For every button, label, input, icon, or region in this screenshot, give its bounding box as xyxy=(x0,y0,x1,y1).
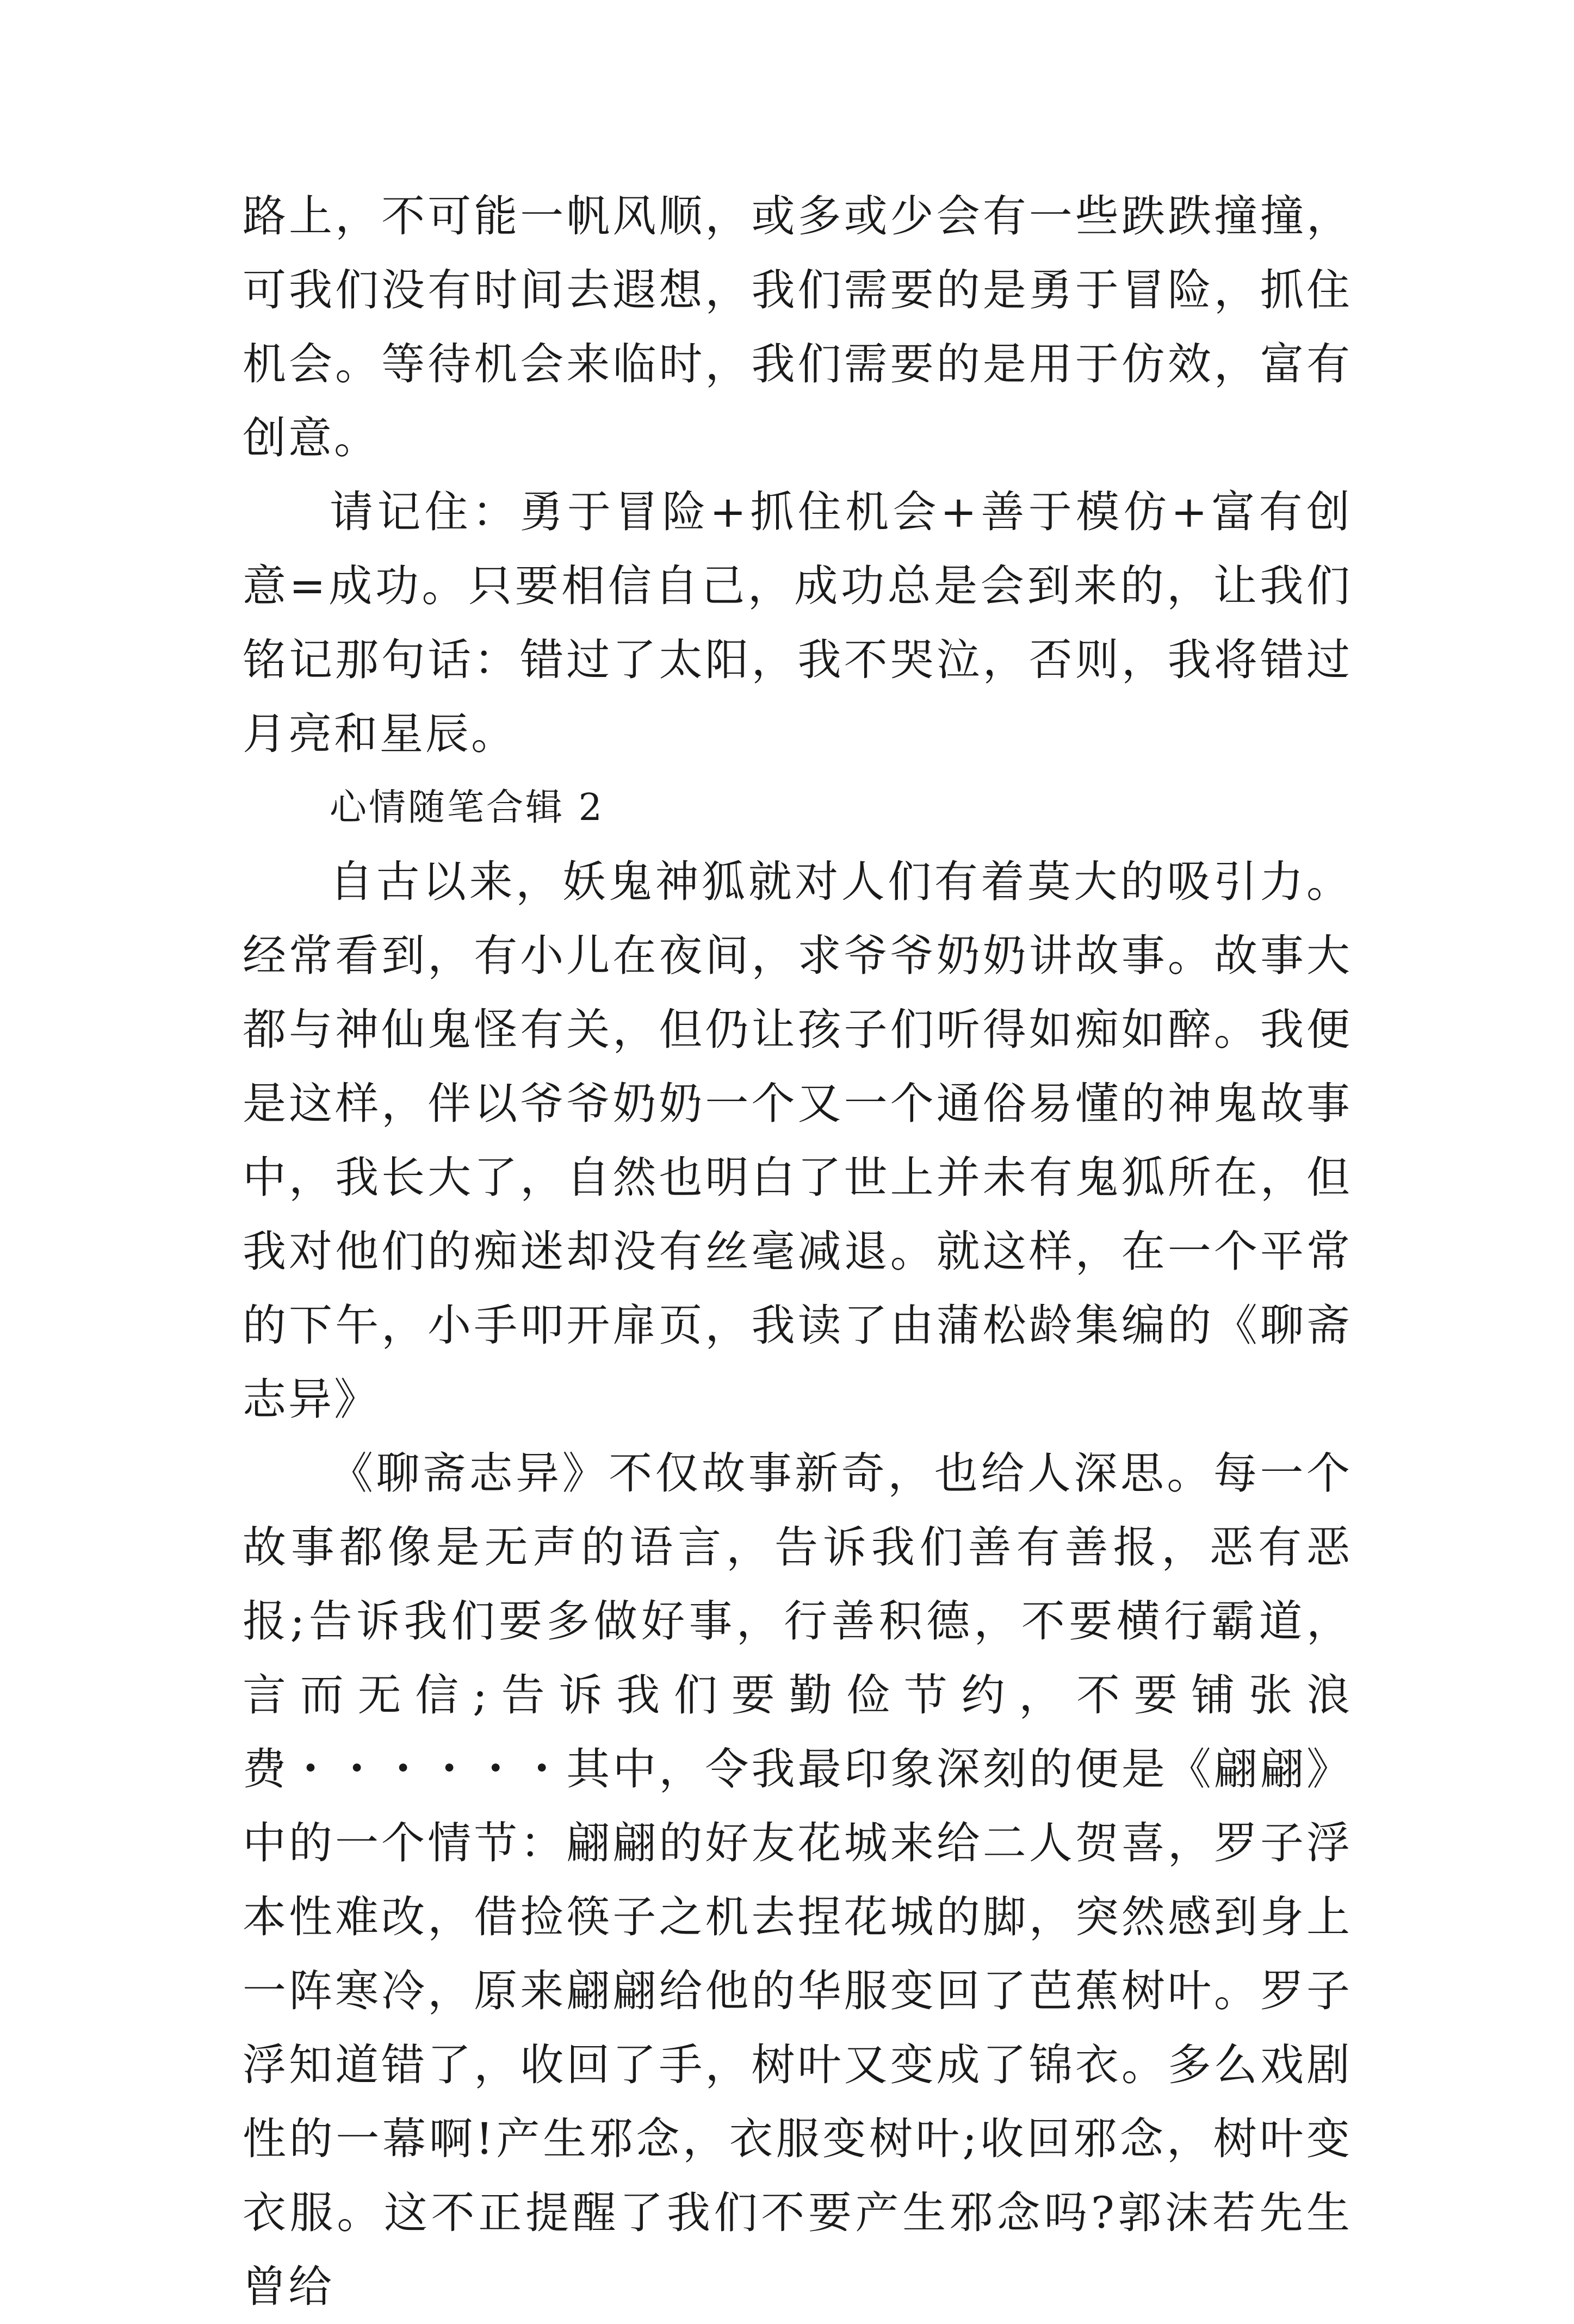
section-heading: 心情随笔合辑 2 xyxy=(330,786,604,829)
document-body xyxy=(243,179,1352,2324)
paragraph: 路上，不可能一帆风顺，或多或少会有一些跌跌撞撞，可我们没有时间去遐想，我们需要的是勇于冒险，抓住机会。等待机会来临时，我们需要的是用于仿效，富有创意。 xyxy=(243,191,1352,463)
paragraph: 《聊斋志异》不仅故事新奇，也给人深思。每一个故事都像是无声的语言，告诉我们善有善报，恶有恶报;告诉我们要多做好事，行善积德，不要横行霸道，言而无信;告诉我们要勤俭节约，不要铺张浪费・・・・・・其中，令我最印象深刻的便是《翩翩》中的一个情节：翩翩的好友花城来给二人贺喜，罗子浮本性难改，借捡筷子之机去捏花城的脚，突然感到身上一阵寒冷，原来翩翩给他的华服变回了芭蕉树叶。罗子浮知道错了，收回了手，树叶又变成了锦衣。多么戏剧性的一幕啊!产生邪念，衣服变树叶;收回邪念，树叶变衣服。这不正提醒了我们不要产生邪念吗?郭沫若先生曾给 xyxy=(243,1448,1352,2312)
paragraph: 自古以来，妖鬼神狐就对人们有着莫大的吸引力。经常看到，有小儿在夜间，求爷爷奶奶讲故事。故事大都与神仙鬼怪有关，但仍让孩子们听得如痴如醉。我便是这样，伴以爷爷奶奶一个又一个通俗易懂的神鬼故事中，我长大了，自然也明白了世上并未有鬼狐所在，但我对他们的痴迷却没有丝毫减退。就这样，在一个平常的下午，小手叩开扉页，我读了由蒲松龄集编的《聊斋志异》 xyxy=(243,856,1352,1425)
paragraph: 请记住：勇于冒险+抓住机会+善于模仿+富有创意=成功。只要相信自己，成功总是会到来的，让我们铭记那句话：错过了太阳，我不哭泣，否则，我将错过月亮和星辰。 xyxy=(243,487,1352,759)
